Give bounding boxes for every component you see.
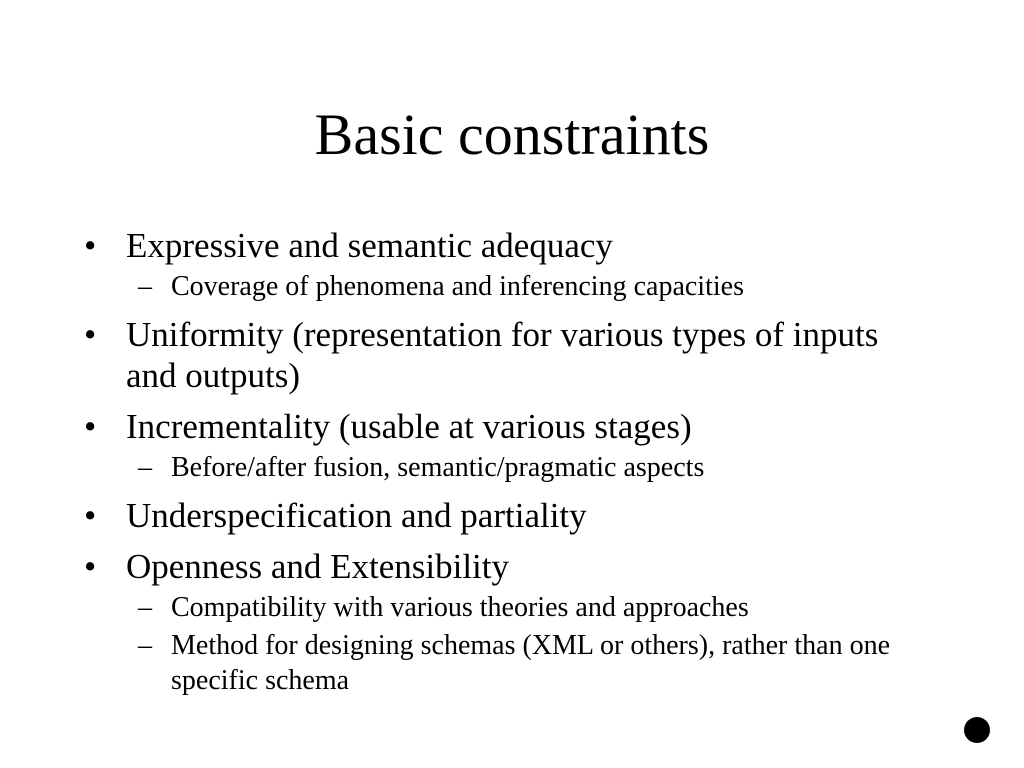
bullet-icon: • <box>84 315 97 354</box>
bullet-item <box>0 406 1024 447</box>
dash-icon: – <box>138 630 152 661</box>
bullet-item <box>0 495 1024 536</box>
sub-bullet-item <box>0 450 1024 485</box>
dash-icon: – <box>138 452 152 483</box>
bullet-text: Openness and Extensibility <box>126 547 510 586</box>
bullet-text: Incrementality (usable at various stages) <box>126 407 692 446</box>
slide-title: Basic constraints <box>314 102 710 167</box>
filled-circle-icon <box>964 717 990 743</box>
dash-icon: – <box>138 271 152 302</box>
bullet-item <box>0 546 1024 587</box>
dash-icon: – <box>138 592 152 623</box>
bullet-icon: • <box>84 496 97 535</box>
bullet-text: Underspecification and partiality <box>126 496 587 535</box>
sub-bullet-item <box>0 628 1024 698</box>
sub-bullet-text: Before/after fusion, semantic/pragmatic aspects <box>171 452 705 483</box>
bullet-icon: • <box>84 226 97 265</box>
bullet-text: Uniformity (representation for various types of inputs and outputs) <box>126 315 879 395</box>
bullet-icon: • <box>84 547 97 586</box>
bullet-item <box>0 314 1024 396</box>
sub-bullet-item <box>0 590 1024 625</box>
sub-bullet-text: Coverage of phenomena and inferencing capacities <box>171 271 744 302</box>
bullet-list <box>0 225 1024 698</box>
sub-bullet-text: Compatibility with various theories and approaches <box>171 592 749 623</box>
bullet-icon: • <box>84 407 97 446</box>
sub-bullet-item <box>0 269 1024 304</box>
sub-bullet-text: Method for designing schemas (XML or others), rather than one specific schema <box>171 630 890 696</box>
bullet-text: Expressive and semantic adequacy <box>126 226 613 265</box>
bullet-item <box>0 225 1024 266</box>
